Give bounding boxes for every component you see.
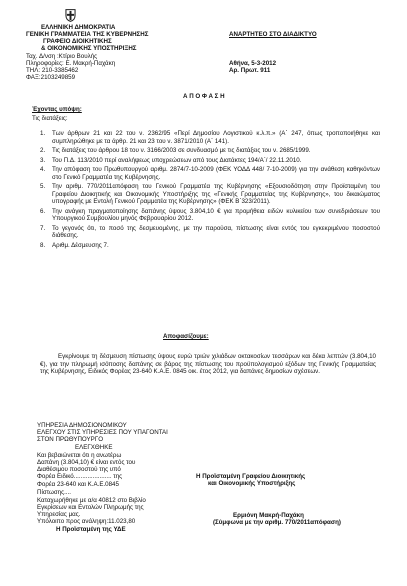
certification-line-4: Φορέα Ειδικό...................... της [37,473,123,480]
certification-line-3: Διαθέσιμου ποσοστού της υπό [37,466,121,473]
signatory-name: Ερμιόνη Μακρή-Παχάκη [233,512,304,519]
fiscal-control-line-1: ΥΠΗΡΕΣΙΑ ΔΗΜΟΣΙΟΝΟΜΙΚΟΥ [37,422,127,429]
remaining-balance: Υπόλοιπο προς ανάληψη:11.023,80 [37,518,136,525]
decision-paragraph: Εγκρίνουμε τη δέσμευση πίστωσης ύψους ευρώ τριών χιλιάδων οκτακοσίων τεσσάρων και δέκα λεπτών (3.804,10 €), για την πληρωμή ισόποσης δαπάνης σε βάρος της πίστωσης του προϋπολογισμού εξόδων της Γενικής Γραμματείας της Κυβέρνησης, Ειδικός Φορέας 23-640 Κ.Α.Ε. 0845 οικ. έτος 2012, για δαπάνες δημοσίων σχέσεων. [40,353,376,376]
checked-label: ΕΛΕΓΧΘΗΚΕ [75,444,113,451]
list-item: 2. Τις διατάξεις του άρθρου 18 του ν. 3166/2003 σε συνδυασμό με τις διατάξεις του ν. 2685/1999. [40,147,311,154]
certification-line-1: Και βεβαιώνεται ότι η ανωτέρω [37,452,122,459]
phone: ΤΗΛ: 210-3385462 [26,67,79,74]
office-line-2: & ΟΙΚΟΝΟΜΙΚΗΣ ΥΠΟΣΤΗΡΙΞΗΣ [41,45,137,52]
registration-line-1: Καταχωρήθηκε με α/α 40812 στο Βιβλίο [37,497,146,504]
provisions-list [40,130,380,249]
list-item: 6. Την ανάγκη πραγματοποίησης δαπάνης ύψους 3.804,10 € για προμήθεια ειδών κυλικείου των συνεδριάσεων του Υπουργικού Συμβουλίου μηνός Φεβρουαρίου 2012. [40,207,380,222]
decide-heading: Αποφασίζουμε: [163,333,209,340]
fax: ΦΑΞ:2103249859 [26,74,76,81]
fiscal-head-signature: Η Προϊσταμένη της ΥΔΕ [56,526,126,533]
secretariat-header: ΓΕΝΙΚΗ ΓΡΑΜΜΑΤΕΙΑ ΤΗΣ ΚΥΒΕΡΝΗΣΗΣ [26,31,149,38]
signatory-title-1: Η Προϊσταμένη Γραφείου Διοικητικής [196,473,306,480]
list-item: 5. Την αριθμ. 770/2011απόφαση του Γενικού Γραμματέα της Κυβέρνησης «Εξουσιοδότηση στην Προϊσταμένη του Γραφείου Διοικητικής και Οικονομικής Υποστήριξης της «Γενικής Γραμματείας της Κυβέρνησης», του δικαιώματος υπογραφής με Εντολή Γενικού Γραμματέα της Κυβέρνησης» (ΦΕΚ Β΄323/2011). [40,183,380,205]
registration-line-3: Υπηρεσίας μας. [37,511,81,518]
document-date: Αθήνα, 5-3-2012 [229,60,277,67]
greek-emblem-icon [64,9,77,22]
protocol-number: Αρ. Πρωτ. 911 [229,67,271,74]
republic-header: ΕΛΛΗΝΙΚΗ ΔΗΜΟΚΡΑΤΙΑ [41,24,116,31]
having-in-mind-heading: Έχοντας υπόψη: [32,106,82,113]
registration-line-2: Εγκρίσεων και Εντολών Πληρωμής της [37,504,144,511]
signatory-authorization: (Σύμφωνα με την αριθμ. 770/2011απόφαση) [213,519,341,526]
certification-line-6: Πίστωσης.... [37,489,71,496]
certification-line-2: Δαπάνη (3.804,10) € είναι εντός του [37,459,136,466]
signatory-title-2: και Οικονομικής Υποστήριξης [208,480,296,487]
certification-line-5: Φορέα 23-640 και Κ.Α.Ε.0845 [37,481,119,488]
posting-note: ΑΝΑΡΤΗΤΕΟ ΣΤΟ ΔΙΑΔΙΚΤΥΟ [229,31,317,38]
list-item: 4. Την απόφαση του Πρωθυπουργού αριθμ. 2874/7-10-2009 (ΦΕΚ ΥΟΔΔ 448/ 7-10-2009) για την ανάθεση καθηκόντων στο Γενικό Γραμματέα της Κυβέρνησης. [40,166,380,181]
document-title: Α Π Ο Φ Α Σ Η [183,93,225,100]
fiscal-control-line-2: ΕΛΕΓΧΟΥ ΣΤΙΣ ΥΠΗΡΕΣΙΕΣ ΠΟΥ ΥΠΑΓΟΝΤΑΙ [37,429,168,436]
provisions-intro: Τις διατάξεις: [32,115,68,122]
office-line-1: ΓΡΑΦΕΙΟ ΔΙΟΙΚΗΤΙΚΗΣ [43,38,112,45]
info-contact: Πληροφορίες: Ε. Μακρή-Παχάκη [26,60,116,67]
list-item: 3. Του Π.Δ. 113/2010 περί αναλήψεως υποχρεώσεων από τους Διατάκτες 194/Α΄/ 22.11.2010. [40,156,302,164]
fiscal-control-line-3: ΣΤΟΝ ΠΡΩΘΥΠΟΥΡΓΟ [37,436,104,443]
list-item: 8. Αριθμ. Δέσμευσης 7. [40,241,109,249]
list-item: 1. Των άρθρων 21 και 22 του ν. 2362/95 «Περί Δημοσίου Λογιστικού κ.λ.π.» (Α΄ 247, όπως τροποποιήθηκε και συμπληρώθηκε με τα άρθρ. 21 και 23 του ν. 3871/2010 (Α΄ 141). [40,130,380,145]
address: Ταχ. Δ/νση :Κτίριο Βουλής [26,53,98,60]
list-item: 7. Το γεγονός ότι, το ποσό της δεσμευομένης, με την παρούσα, πίστωσης είναι εντός του εγκεκριμένου ποσοστού διάθεσης. [40,224,380,239]
